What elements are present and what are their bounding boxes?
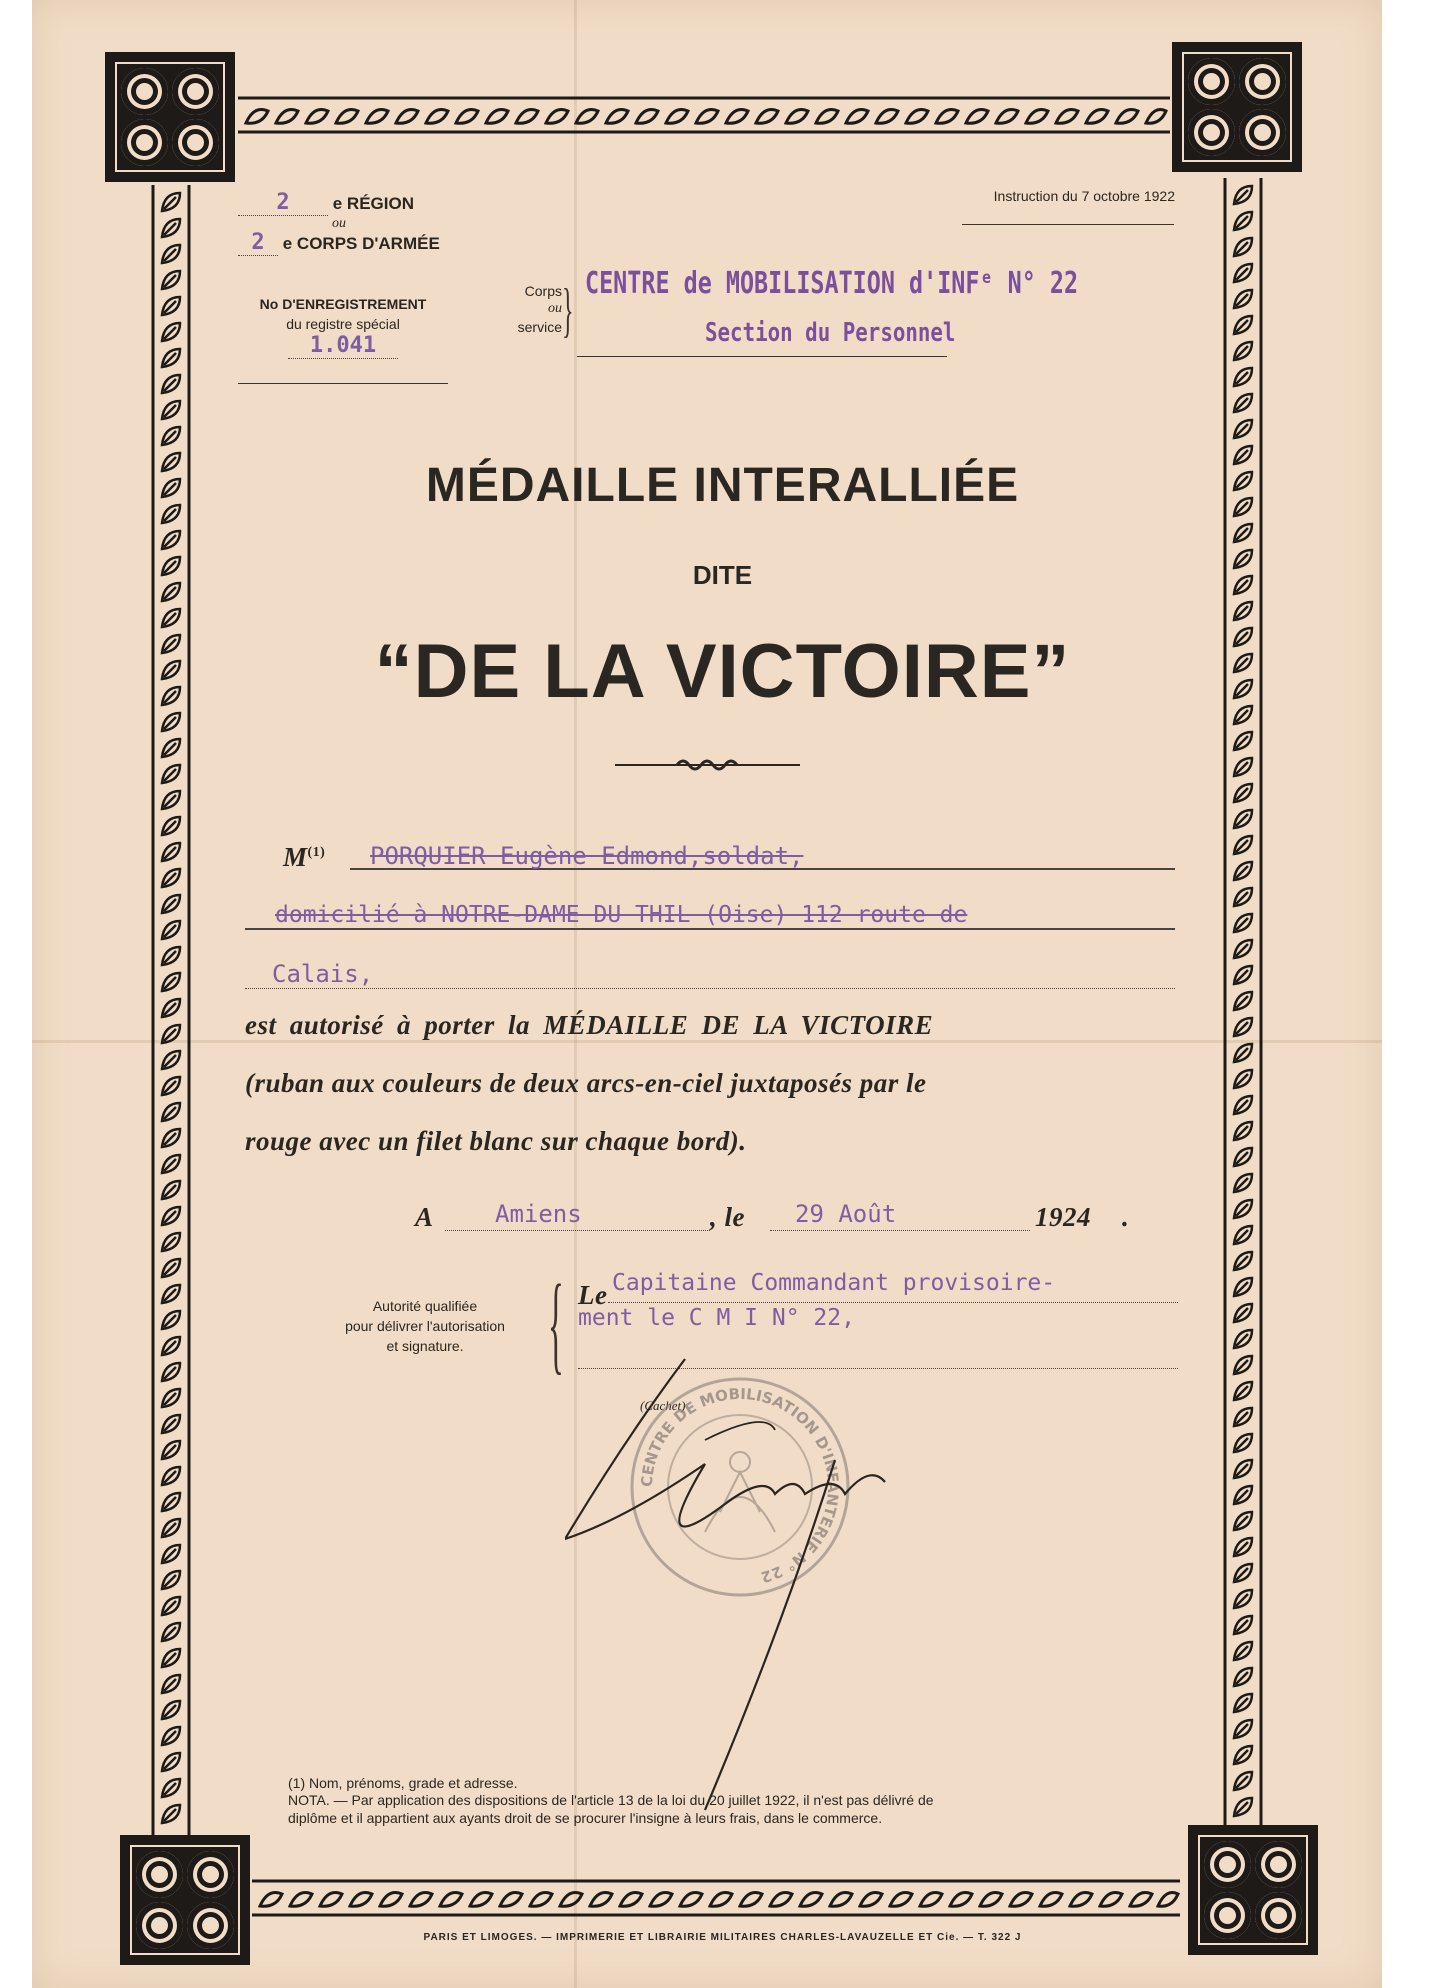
leaf-ornament bbox=[162, 1753, 180, 1771]
authority-title-line1: Capitaine Commandant provisoire- bbox=[612, 1270, 1056, 1296]
date-rule bbox=[770, 1230, 1030, 1231]
leaf-ornament bbox=[162, 375, 180, 393]
leaf-ornament bbox=[1234, 1538, 1252, 1556]
registration-sublabel: du registre spécial bbox=[286, 316, 400, 332]
region-label: e RÉGION bbox=[332, 194, 414, 213]
leaf-ornament bbox=[162, 1467, 180, 1485]
authority-rule bbox=[608, 1302, 1178, 1303]
instruction-text: Instruction du 7 octobre 1922 bbox=[993, 188, 1175, 204]
leaf-ornament bbox=[162, 869, 180, 887]
leaf-ornament bbox=[162, 609, 180, 627]
unit-stamp-line2: Section du Personnel bbox=[705, 318, 956, 348]
leaf-ornament bbox=[1234, 1486, 1252, 1504]
leaf-ornament bbox=[162, 895, 180, 913]
or-text: ou bbox=[332, 216, 346, 231]
leaf-ornament bbox=[162, 1311, 180, 1329]
authority-le-label: Le bbox=[578, 1280, 608, 1310]
leaf-ornament bbox=[1234, 810, 1252, 828]
leaf-ornament bbox=[1234, 1720, 1252, 1738]
registration-block bbox=[238, 294, 448, 359]
leaf-ornament bbox=[1234, 1434, 1252, 1452]
leaf-ornament bbox=[162, 1493, 180, 1511]
bracket: { bbox=[548, 1262, 564, 1384]
leaf-ornament bbox=[162, 427, 180, 445]
leaf-ornament bbox=[162, 843, 180, 861]
leaf-ornament bbox=[162, 297, 180, 315]
leaf-ornament bbox=[162, 713, 180, 731]
corps-service-label: Corps ou service bbox=[517, 283, 562, 335]
leaf-ornament bbox=[162, 765, 180, 783]
leaf-ornament bbox=[1234, 1772, 1252, 1790]
top-border-ornament bbox=[238, 95, 1170, 135]
registration-label: No D'ENREGISTREMENT bbox=[259, 296, 427, 312]
place-value: Amiens bbox=[495, 1200, 582, 1228]
leaf-ornament bbox=[162, 1415, 180, 1433]
leaf-ornament bbox=[1234, 212, 1252, 230]
handwritten-signature bbox=[565, 1345, 985, 1820]
leaf-ornament bbox=[1234, 368, 1252, 386]
registration-number: 1.041 bbox=[288, 334, 398, 359]
leaf-ornament bbox=[1234, 420, 1252, 438]
recipient-prefix: $M^{(1)}$ bbox=[283, 842, 326, 872]
leaf-ornament bbox=[162, 531, 180, 549]
body-line1: est autorisé à porter la MÉDAILLE DE LA VICTOIRE bbox=[245, 1010, 934, 1040]
leaf-ornament bbox=[162, 1727, 180, 1745]
leaf-ornament bbox=[1234, 1382, 1252, 1400]
place-a-label: A bbox=[415, 1202, 434, 1232]
title-line3: “DE LA VICTOIRE” bbox=[374, 629, 1071, 714]
leaf-ornament bbox=[162, 401, 180, 419]
leaf-ornament bbox=[1234, 1044, 1252, 1062]
leaf-ornament bbox=[1234, 1018, 1252, 1036]
leaf-ornament bbox=[1234, 784, 1252, 802]
leaf-ornament bbox=[162, 1051, 180, 1069]
leaf-ornament bbox=[1234, 290, 1252, 308]
body-line3: rouge avec un filet blanc sur chaque bord). bbox=[245, 1126, 747, 1156]
leaf-ornament bbox=[1234, 1148, 1252, 1166]
leaf-ornament bbox=[162, 1103, 180, 1121]
leaf-ornament bbox=[162, 271, 180, 289]
leaf-ornament bbox=[1234, 732, 1252, 750]
nota-line2: diplôme et il appartient aux ayants droit de se procurer l'insigne à leurs frais, dans le commerce. bbox=[288, 1810, 883, 1826]
leaf-ornament bbox=[1234, 394, 1252, 412]
leaf-ornament bbox=[1234, 1642, 1252, 1660]
leaf-ornament bbox=[1234, 524, 1252, 542]
leaf-ornament bbox=[1234, 888, 1252, 906]
leaf-ornament bbox=[162, 1155, 180, 1173]
leaf-ornament bbox=[162, 349, 180, 367]
leaf-ornament bbox=[162, 193, 180, 211]
leaf-ornament bbox=[162, 1623, 180, 1641]
leaf-ornament bbox=[1234, 1070, 1252, 1088]
date-value: 29 Août bbox=[795, 1200, 897, 1228]
leaf-ornament bbox=[1234, 238, 1252, 256]
leaf-ornament bbox=[162, 999, 180, 1017]
corner-ornament-top-left bbox=[105, 52, 235, 182]
leaf-ornament bbox=[162, 921, 180, 939]
authority-label: Autorité qualifiée pour délivrer l'autorisation et signature. bbox=[345, 1298, 505, 1354]
leaf-ornament bbox=[1234, 1798, 1252, 1816]
leaf-ornament bbox=[1234, 914, 1252, 932]
leaf-ornament bbox=[162, 739, 180, 757]
leaf-ornament bbox=[1234, 1096, 1252, 1114]
leaf-ornament bbox=[162, 1571, 180, 1589]
title-ornament bbox=[615, 755, 800, 780]
leaf-ornament bbox=[1234, 1590, 1252, 1608]
divider-line bbox=[238, 383, 448, 384]
region-block bbox=[238, 190, 458, 256]
leaf-ornament bbox=[162, 1207, 180, 1225]
leaf-ornament bbox=[1234, 342, 1252, 360]
authority-title-line2: ment le C M I N° 22, bbox=[578, 1305, 855, 1331]
title-line1: MÉDAILLE INTERALLIÉE bbox=[425, 459, 1020, 512]
bracket: } bbox=[562, 277, 574, 343]
leaf-ornament bbox=[1234, 940, 1252, 958]
leaf-ornament bbox=[162, 323, 180, 341]
leaf-ornament bbox=[1234, 1122, 1252, 1140]
title-line2: DITE bbox=[692, 560, 753, 590]
date-end: . bbox=[1122, 1202, 1130, 1232]
corps-label: e CORPS D'ARMÉE bbox=[282, 234, 440, 253]
body-line2: (ruban aux couleurs de deux arcs-en-ciel juxtaposés par le bbox=[245, 1068, 927, 1098]
leaf-ornament bbox=[1234, 1408, 1252, 1426]
leaf-ornament bbox=[1234, 1668, 1252, 1686]
unit-stamp-line1: CENTRE de MOBILISATION d'INFᵉ N° 22 bbox=[585, 266, 1079, 301]
leaf-ornament bbox=[162, 1025, 180, 1043]
leaf-ornament bbox=[1234, 1460, 1252, 1478]
recipient-line3-rule bbox=[245, 988, 1175, 989]
recipient-line2-rule bbox=[245, 928, 1175, 930]
right-border-ornament bbox=[1222, 178, 1264, 1838]
leaf-ornament bbox=[1234, 186, 1252, 204]
leaf-ornament bbox=[162, 791, 180, 809]
leaf-ornament bbox=[162, 1701, 180, 1719]
leaf-ornament bbox=[162, 973, 180, 991]
leaf-ornament bbox=[1234, 966, 1252, 984]
leaf-ornament bbox=[162, 1441, 180, 1459]
leaf-ornament bbox=[1234, 1694, 1252, 1712]
cachet-label: (Cachet) bbox=[640, 1398, 686, 1413]
leaf-ornament bbox=[1234, 1564, 1252, 1582]
corner-ornament-top-right bbox=[1172, 42, 1302, 172]
leaf-ornament bbox=[1234, 1200, 1252, 1218]
leaf-ornament bbox=[1234, 1252, 1252, 1270]
leaf-ornament bbox=[1234, 1174, 1252, 1192]
region-number: 2 bbox=[238, 190, 328, 216]
date-le-label: , le bbox=[710, 1202, 745, 1232]
leaf-ornament bbox=[1234, 1512, 1252, 1530]
leaf-ornament bbox=[162, 1649, 180, 1667]
nota-line1: NOTA. — Par application des dispositions de l'article 13 de la loi du 20 juillet 1922, il n'est pas délivré de bbox=[288, 1792, 934, 1808]
leaf-ornament bbox=[162, 245, 180, 263]
recipient-city: Calais, bbox=[272, 960, 374, 988]
printer-imprint: PARIS ET LIMOGES. — IMPRIMERIE ET LIBRAIRIE MILITAIRES CHARLES-LAVAUZELLE ET Cie. — T. 322 J bbox=[423, 1932, 1022, 1943]
leaf-ornament bbox=[1234, 836, 1252, 854]
divider-line bbox=[577, 356, 947, 357]
leaf-ornament bbox=[1234, 1304, 1252, 1322]
leaf-ornament bbox=[162, 1597, 180, 1615]
leaf-ornament bbox=[162, 1285, 180, 1303]
leaf-ornament bbox=[162, 947, 180, 965]
leaf-ornament bbox=[1234, 602, 1252, 620]
seal-text: CENTRE DE MOBILISATION D'INFANTERIE N° 22 bbox=[637, 1384, 843, 1587]
leaf-ornament bbox=[162, 1519, 180, 1537]
leaf-ornament bbox=[162, 817, 180, 835]
leaf-ornament bbox=[162, 219, 180, 237]
leaf-ornament bbox=[1234, 758, 1252, 776]
leaf-ornament bbox=[1234, 1746, 1252, 1764]
corps-number: 2 bbox=[238, 230, 278, 256]
leaf-ornament bbox=[162, 1675, 180, 1693]
bottom-border-ornament bbox=[252, 1878, 1180, 1918]
leaf-ornament bbox=[162, 1779, 180, 1797]
leaf-ornament bbox=[1234, 992, 1252, 1010]
leaf-ornament bbox=[1234, 862, 1252, 880]
leaf-ornament bbox=[1234, 1356, 1252, 1374]
leaf-ornament bbox=[162, 1805, 180, 1823]
year-value: 1924 bbox=[1035, 1202, 1091, 1232]
leaf-ornament bbox=[1234, 316, 1252, 334]
leaf-ornament bbox=[162, 1077, 180, 1095]
leaf-ornament bbox=[1234, 264, 1252, 282]
footnote-1: (1) Nom, prénoms, grade et adresse. bbox=[288, 1775, 518, 1791]
leaf-ornament bbox=[162, 1363, 180, 1381]
leaf-ornament bbox=[162, 1389, 180, 1407]
recipient-address: domicilié à NOTRE-DAME DU THIL (Oise) 112 route de bbox=[275, 902, 968, 928]
leaf-ornament bbox=[162, 1545, 180, 1563]
leaf-ornament bbox=[162, 1259, 180, 1277]
leaf-ornament bbox=[162, 1233, 180, 1251]
recipient-name: PORQUIER Eugène Edmond,soldat, bbox=[370, 842, 804, 870]
leaf-ornament bbox=[162, 1129, 180, 1147]
leaf-ornament bbox=[162, 1181, 180, 1199]
left-border-ornament bbox=[150, 185, 192, 1835]
divider-line bbox=[962, 224, 1174, 225]
leaf-ornament bbox=[1234, 1330, 1252, 1348]
leaf-ornament bbox=[1234, 1226, 1252, 1244]
leaf-ornament bbox=[162, 1337, 180, 1355]
leaf-ornament bbox=[1234, 1616, 1252, 1634]
place-rule bbox=[445, 1230, 710, 1231]
corner-ornament-bottom-left bbox=[120, 1835, 250, 1965]
leaf-ornament bbox=[1234, 1278, 1252, 1296]
